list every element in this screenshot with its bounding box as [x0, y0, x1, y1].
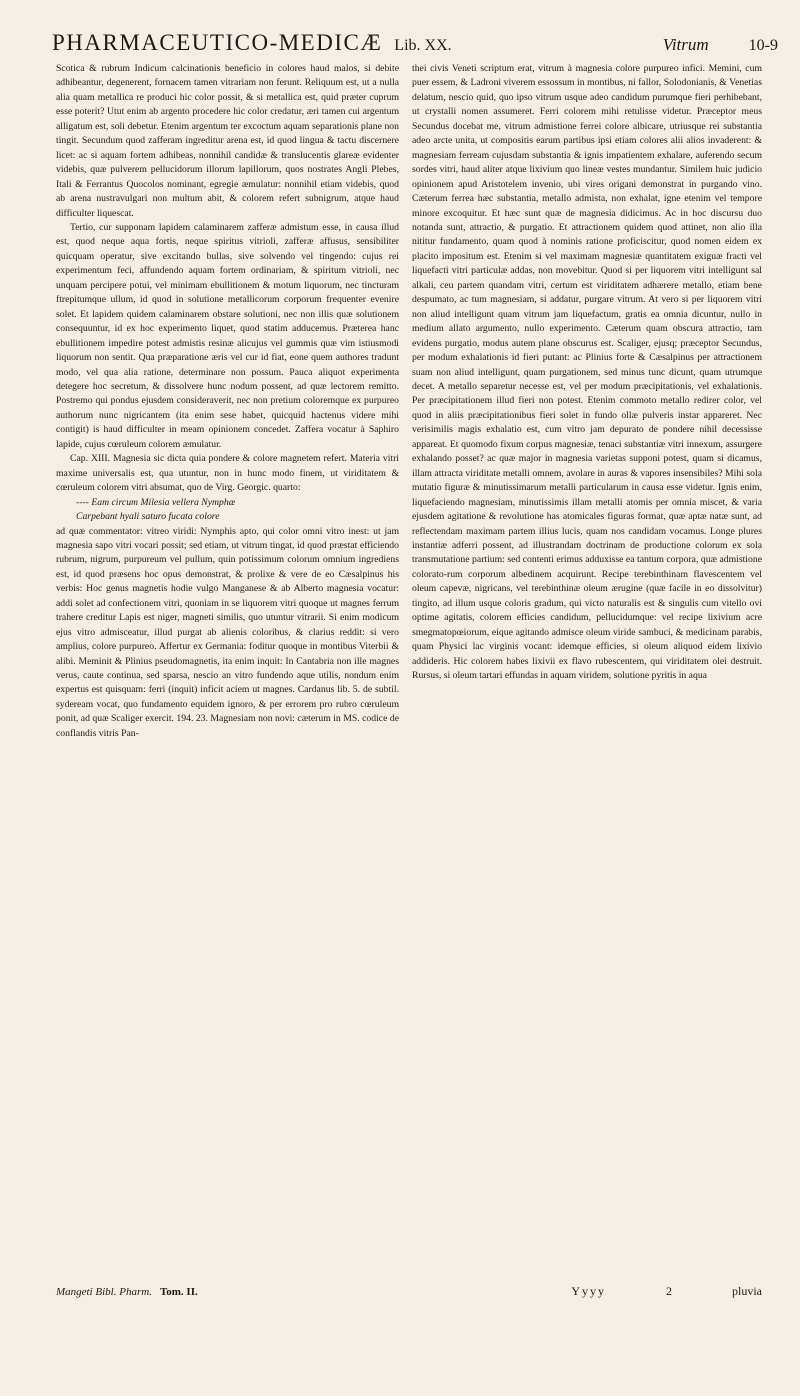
right-column	[412, 62, 762, 683]
left-paragraph-2: Tertio, cur supponam lapidem calaminarem zafferæ admistum esse, in causa illud est, quod neque aqua fortis, neque spiritus vitrioli, zafferæ affusus, sensibiliter quicquam operatur, sive excitando bullas, sive solvendo vel tingendo: cujus rei experimentum feci, affundendo aquam fortem ordinariam, & spiritum vitrioli, nec unquam percipere potui, vel minimam ebullitionem & motum liquorum, nec tincturam ftrepitumque ullum, id quod in solutione metallicorum corporum frequenter evenire solet. Et lapidem quidem calaminarem obstare solutioni, nec non illis quæ solutionem consequuntur, id ex hoc experimento liquet, quod statim adducemus. Præterea hanc ebullitionem impedire potest admistis resinæ alicujus vel gummis quæ vim istiusmodi liquorum non sentit. Qua præparatione æris vel cur id fiat, eone quem authores tradunt modo, vel qua alia ratione, determinare non possum. Pauca aliquot experimenta detegere hoc secretum, & dissolvere hunc nodum possent, ad quæ lectorem remitto. Postremo qui pondus ejusdem consideraverit, nec non pretium coloremque ex purpureo authorum nunc nigricantem (ita enim sese habet, quicquid hactenus videre mihi contigit) is haud difficulter in meam opinionem concedet. Zaffera vocatur à Saphiro lapide, cujus cœruleum colorem æmulatur.	[56, 221, 399, 450]
header-catchword: Vitrum	[662, 35, 709, 54]
left-column	[56, 62, 399, 741]
footer-volume: Tom. II.	[159, 1286, 198, 1298]
verse-quote	[76, 496, 399, 525]
running-title: PHARMACEUTICO-MEDICÆ	[52, 30, 383, 55]
section-label: Lib. XX.	[394, 37, 452, 54]
footer-line	[56, 1284, 762, 1299]
signature-mark: Yyyy	[571, 1284, 606, 1298]
left-paragraph-4: ad quæ commentator: vitreo viridi: Nymphis apto, qui color omni vitro inest: ut jam magnesia sapo vitri vocari possit; sed etiam, ut vitrum tingat, id quod præstat efficiendo rubrum, nigrum, purpureum vel pullum, quin potissimum colorum omnium ingrediens est, id quod præsens hoc opus demonstrat, & prolixe & vere de eo Cæsalpinus his verbis: Hoc genus magnetis hodie vulgo Manganese & ab Alberto magnesia vocatur: addi solet ad confectionem vitri, quoniam in se liquorem vitri quoque ut magnes ferrum trahere creditur Lapis est niger, magneti similis, quo utuntur vitrarii. Si enim modicum ejus vitro admisceatur, illud purgat ab alienis coloribus, & clarius reddit: si vero amplius, colore purpureo. Affertur ex Germania: foditur quoque in montibus Viterbii & alibi. Meminit & Plinius pseudomagnetis, ita enim inquit: In Cantabria non ille magnes verus, caute continua, sed sparsa, nescio an vitro fundendo aque utilis, nondum enim expertus est quisquam: ferri (inquit) inficit aciem ut magnes. Cardanus lib. 5. de subtil. sydeream vocat, quo fundamento equidem ignoro, & per errorem pro rubro cœruleum ponit, ad quæ Scaliger exercit. 194. 23. Magnesiam non novi: cæterum in MS. codice de conflandis vitris Pan-	[56, 525, 399, 739]
page-number: 10-9	[748, 37, 778, 54]
right-paragraph-1: thei civis Veneti scriptum erat, vitrum à magnesia colore purpureo infici. Memini, cum puer essem, & Ladroni viverem essossum in montibus, ni fallor, Solodonianis, & Venetias delatum, nescio quid, quo ipso vitrum usque adeo candidum purumque fieri perhibebant, ut crystalli nomen assumeret. Ferri colorem mihi retulisse videtur. Præceptor meus Secundus docebat me, vitrum admistione ferrei colore albicare, utriusque rei substantia adeo arcte unita, ut compositis earum partibus ipsi etiam colores alii alios invaderent: & magnesiam ferream cujusdam substantia & ignis impatientem exhalare, auferendo secum sordes vitri, haud aliter atque lixivium quo lineæ vestes mundantur. Similem huic judicio opinionem apud Aristotelem invenio, ubi vires origani demonstrat in purgando vino. Cæterum ferrea hæc substantia, metallo admista, non exhalat, igne etenim vel tempore minore excoquitur. Et hæc sunt quæ de magnesia didicimus. Ac in hoc discursu duo notanda sunt, attractio, & purgatio. Et attractionem quidem quod attinet, non alio illa nititur fundamento, quam quod à nominis ratione proficiscitur, quod nomen eidem ex placito impositum est. Etenim si vel maximam magnesiæ quantitatem exiguæ fracti vel liquefacti vitri particulæ addas, non movebitur. Quod si per liquorem vitri intelligunt sal alkali, ceu partem quandam vitri, certum est viriditatem adhærere metallo, etiam bene despumato, ac tum magnesiam, si addatur, purgare vitrum. At vero si per liquorem vitri non aliud intelligunt quam vitrum jam liquefactum, gratis ea omnia dicuntur, nullo in medium allato argumento, nullo experimento. Cæterum quam obscura attractio, tam evidens purgatio, modus autem plane obscurus est. Scaliger, ejusq; præceptor Secundus, per modum exhalationis id fieri putant: ac Plinius forte & Cæsalpinus per attractionem suam non aliud intelligunt, quam purgationem, sed minus tunc dicunt, quam utrumque decet. A metallo separetur necesse est, vel per modum præcipitationis, vel exhalationis. Per præcipitationem illud fieri non potest. Etenim commoto metallo redirer color, vel quod in aliis præcipitationibus fieri solet in fundo ollæ pulveris instar appareret. Nec verisimilis magis exhalatio est, cum vitro jam depurato de pondere nihil decessisse appareat. Et quomodo fixum corpus magnesiæ, tenaci substantiæ vitri innexum, assurgere exhalando posset? ac quæ major in magnesia varietas supponi potest, quam si dicamus, illam attracta viriditate metalli omnem, avolare in auras & vapores insensibiles? Mihi sola mutatio figuræ & minutissimarum metalli particularum in causa esse videtur. Ignis enim, liquefaciendo magnesiam, minutissimis illam metalli atomis per omnia miscet, & varia ejusdem agitatione & revolutione has atomicales figuras format, quæ aptæ natæ sunt, ad reflectendam maximam partem illius lucis, quam nos candidam vocamus. Longe plures instantiæ adferri possent, ad illustrandam doctrinam de productione colorum ex sola transmutatione partium: sed contenti erimus adduxisse ea tantum corpora, quæ admistione colorato-rum corporum albedinem acquirunt. Recipe terebinthinam flavescentem vel oleum capevæ, nigricans, vel terebinthinæ oleum ærugine (quæ facile in eo dissolvitur) tingito, ad illum usque coloris gradum, qui victo naturalis est & singulis cum vitello ovi optime agitatis, colorem efficies candidum, pellucidumque: vel recipe lixivium acre smegmatopœiorum, eique agitando admisce oleum viride sambuci, & medicinam parabis, quam Physici lac virginis vocant: idemque efficies, si oleum aliquod eidem lixivio addideris. Hic colorem habes lixivii ex flavo rubescentem, qui viriditatem olei destruit. Rursus, si oleum tartari effundas in aquam viridem, solutione pyritis in aqua	[412, 63, 762, 682]
signature-number: 2	[666, 1284, 672, 1298]
left-paragraph-1: Scotica & rubrum Indicum calcinationis beneficio in colores haud malos, si debite adhibeantur, degenerent, fornacem tamen vitrariam non ferunt. Reliquum est, ut a nulla alia quam metallica re produci hic color possit, & si metallica est, quid præter cuprum esse poterit? Utut enim ab argento procedere hic color credatur, æri tamen cui argentum alligatum est, soli debetur. Etenim argentum ter excoctum aquam separationis plane non tingit. Secundum quod zafferam ingreditur arena est, id quod lingua & tactu discernere licet: ac si aquam fortem adhibeas, nonnihil candidæ & translucentis glareæ evidenter videbis, quæ pulverem pellucidorum illorum lapillorum, quos nostrates Angli Plebes, Itali & Ferrantus Quocolos nominant, egregie æmulatur: nonnihil etiam videbis, quod ab arena nustravulgari non multum abit, & colorem refert subnigrum, atque haud difficulter liquescat.	[56, 63, 399, 219]
page-header	[52, 30, 778, 62]
header-right	[663, 35, 778, 55]
verse-line-2: Carpebant hyali saturo fucata colore	[76, 511, 220, 523]
footer-catchword: pluvia	[732, 1284, 762, 1298]
verse-line-1: ---- Eam circum Milesia vellera Nymphæ	[76, 496, 236, 508]
left-paragraph-3: Cap. XIII. Magnesia sic dicta quia pondere & colore magnetem refert. Materia vitri maxime universalis est, qua utuntur, non in hunc modo finem, ut viriditatem & cœruleum colorem vitri absumat, quo de Virg. Georgic. quarto:	[56, 453, 399, 494]
footer-source: Mangeti Bibl. Pharm.	[56, 1286, 152, 1298]
page-footer	[56, 1284, 762, 1299]
